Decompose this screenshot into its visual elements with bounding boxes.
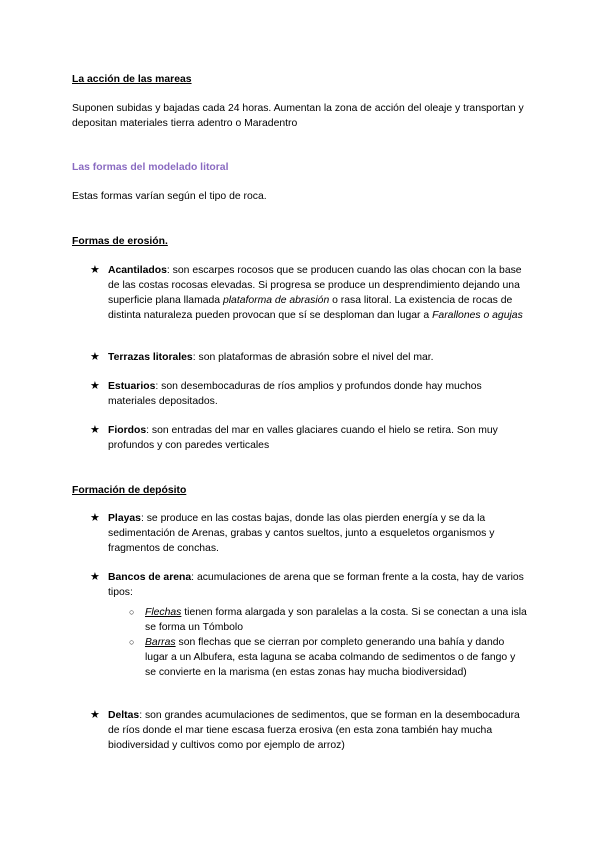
- circle-bullet-icon: ○: [129, 607, 135, 617]
- term-estuarios: Estuarios: [108, 381, 156, 392]
- text-acantilados-1: : son escarpes rocosos que se producen cuando las olas chocan con la base de las costas rocosas elevadas. Si progresa se produce un desprendimiento dejando una superficie plana llamada: [108, 265, 522, 306]
- list-item-deltas: [108, 708, 528, 753]
- term-acantilados: Acantilados: [108, 265, 167, 276]
- star-bullet-icon: ★: [90, 709, 100, 721]
- section-heading-formas: Las formas del modelado litoral: [72, 162, 229, 173]
- circle-bullet-icon: ○: [129, 637, 135, 647]
- term-deltas: Deltas: [108, 710, 140, 721]
- list-item-bancos: [108, 570, 528, 600]
- term-playas: Playas: [108, 513, 141, 524]
- text-fiordos: : son entradas del mar en valles glaciares cuando el hielo se retira. Son muy profundos y con paredes verticales: [108, 425, 498, 451]
- term-fiordos: Fiordos: [108, 425, 147, 436]
- term-barras: Barras: [145, 637, 176, 648]
- mareas-paragraph: Suponen subidas y bajadas cada 24 horas. Aumentan la zona de acción del oleaje y transportan y depositan materiales tierra adentro o Maradentro: [72, 103, 524, 129]
- sublist-item-barras: [145, 635, 528, 680]
- em-plataforma: plataforma de abrasión: [222, 295, 330, 306]
- text-barras: son flechas que se cierran por completo generando una bahía y dando lugar a un Albufera, esta laguna se acaba colmando de sedimentos o de fango y se convierte en la marisma (en estas zonas hay mucha biodiversidad): [145, 637, 516, 678]
- list-item-playas: [108, 511, 528, 556]
- star-bullet-icon: ★: [90, 512, 100, 524]
- section-heading-mareas: La acción de las mareas: [72, 74, 192, 85]
- text-flechas: tienen forma alargada y son paralelas a la costa. Si se conectan a una isla se forma un Tómbolo: [145, 607, 527, 633]
- formas-paragraph: Estas formas varían según el tipo de roca.: [72, 191, 267, 202]
- list-item-estuarios: [108, 379, 528, 409]
- star-bullet-icon: ★: [90, 380, 100, 392]
- term-bancos: Bancos de arena: [108, 572, 192, 583]
- star-bullet-icon: ★: [90, 351, 100, 363]
- list-item-terrazas: [108, 350, 528, 365]
- list-item-acantilados: [108, 263, 528, 323]
- star-bullet-icon: ★: [90, 571, 100, 583]
- text-playas: : se produce en las costas bajas, donde las olas pierden energía y se da la sedimentación de Arenas, grabas y cantos sueltos, junto a esqueletos organismos y fragmentos de conchas.: [108, 513, 495, 554]
- term-terrazas: Terrazas litorales: [108, 352, 193, 363]
- star-bullet-icon: ★: [90, 264, 100, 276]
- text-estuarios: : son desembocaduras de ríos amplios y profundos donde hay muchos materiales depositados.: [108, 381, 482, 407]
- text-acantilados-2: o rasa litoral. La existencia de rocas de distinta naturaleza pueden provocan que sí se desploman dan lugar a: [108, 295, 513, 321]
- em-farallones: Farallones o agujas: [432, 310, 523, 321]
- text-bancos: : acumulaciones de arena que se forman frente a la costa, hay de varios tipos:: [108, 572, 524, 598]
- section-heading-erosion: Formas de erosión.: [72, 236, 168, 247]
- sublist-item-flechas: [145, 605, 528, 635]
- section-heading-deposito: Formación de depósito: [72, 485, 187, 496]
- text-deltas: : son grandes acumulaciones de sedimentos, que se forman en la desembocadura de ríos donde el mar tiene escasa fuerza erosiva (en esta zona también hay mucha biodiversidad y cultivos como por ejemplo de arroz): [108, 710, 520, 751]
- list-item-fiordos: [108, 423, 528, 453]
- text-terrazas: : son plataformas de abrasión sobre el nivel del mar.: [192, 352, 434, 363]
- term-flechas: Flechas: [145, 607, 182, 618]
- star-bullet-icon: ★: [90, 424, 100, 436]
